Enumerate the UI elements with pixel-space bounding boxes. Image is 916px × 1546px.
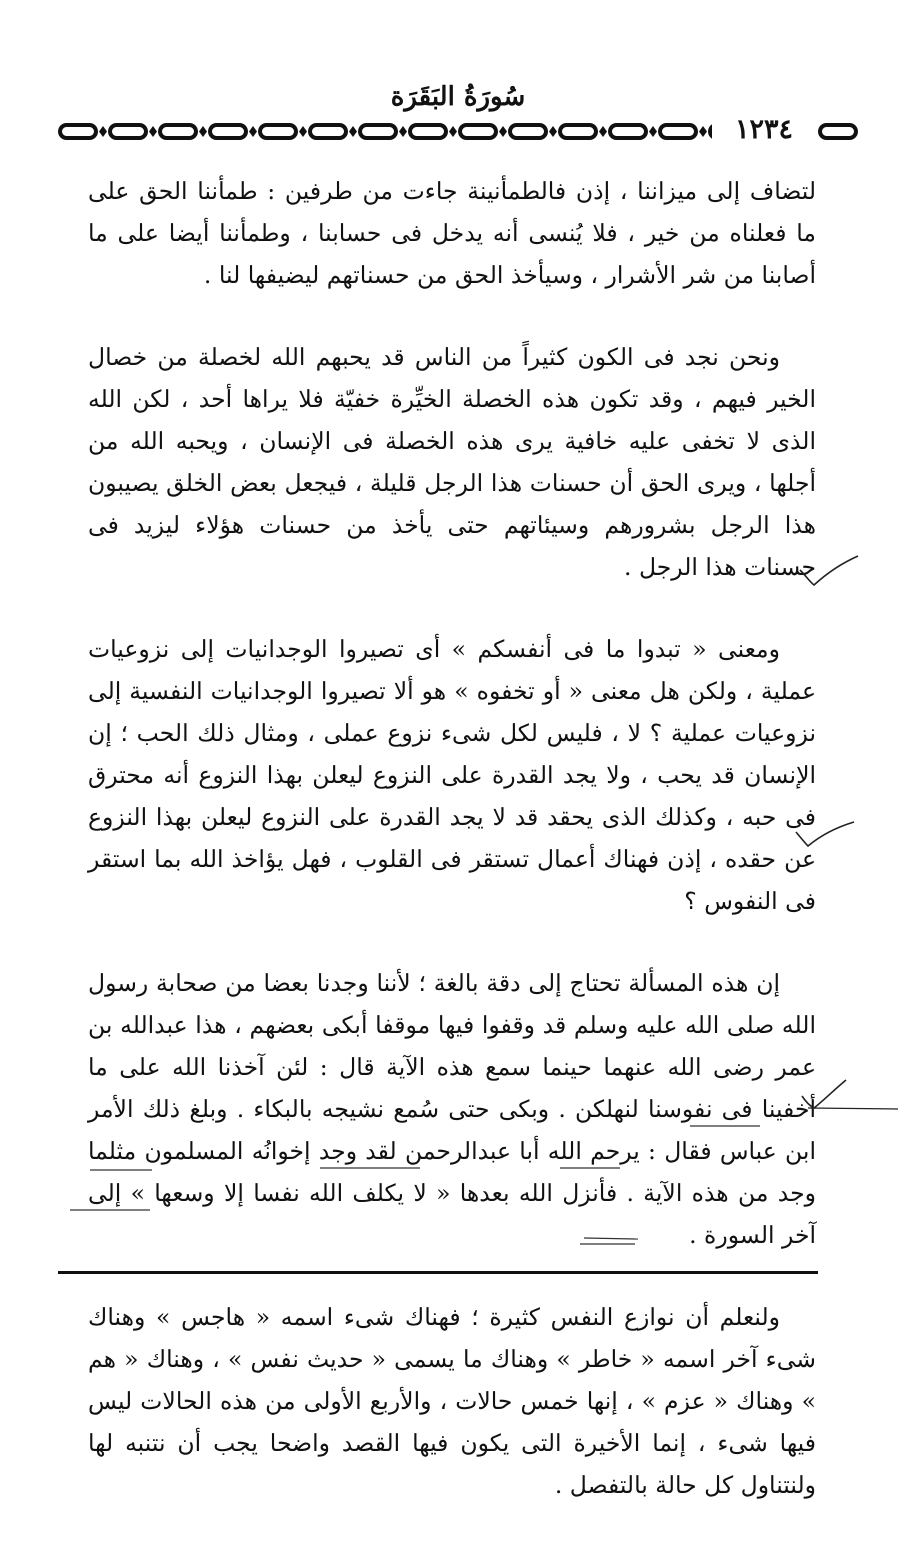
bottom-rule — [58, 1271, 818, 1274]
paragraph-2: ونحن نجد فى الكون كثيراً من الناس قد يحبهم الله لخصلة من خصال الخير فيهم ، وقد تكون هذه الخصلة الخيِّرة خفيّة فلا يراها أحد ، لكن الله الذى لا تخفى عليه خافية يرى هذه الخصلة فى الإنسان ، ويحبه الله من أجلها ، ويرى الحق أن حسنات هذا الرجل قليلة ، فيجعل بعض الخلق يصيبون هذا الرجل بشرورهم وسيئاتهم حتى يأخذ من حسنات هؤلاء ليزيد فى حسنات هذا الرجل . — [88, 343, 816, 581]
paragraph-4: إن هذه المسألة تحتاج إلى دقة بالغة ؛ لأننا وجدنا بعضا من صحابة رسول الله صلى الله عليه وسلم قد وقفوا فيها موقفا أبكى بعضهم ، هذا عبدالله بن عمر رضى الله عنهما حينما سمع هذه الآية قال : لئن آخذنا الله على ما أخفينا فى نفوسنا لنهلكن . وبكى حتى سُمع نشيجه بالبكاء . وبلغ ذلك الأمر ابن عباس فقال : يرحم الله أبا عبدالرحمن لقد وجد إخوانُه المسلمون مثلما وجد من هذه الآية . فأنزل الله بعدها « لا يكلف الله نفسا إلا وسعها » إلى آخر السورة . — [88, 969, 816, 1249]
paragraph-1: لتضاف إلى ميزاننا ، إذن فالطمأنينة جاءت من طرفين : طمأننا الحق على ما فعلناه من خير ، فلا يُنسى أنه يدخل فى حسابنا ، وطمأننا أيضا على ما أصابنا من شر الأشرار ، وسيأخذ الحق من حسناتهم ليضيفها لنا . — [88, 177, 816, 289]
surah-title: سُورَةُ البَقَرَة — [390, 82, 526, 112]
pen-checkmark-3 — [798, 1074, 902, 1114]
pen-underline-marks — [60, 1118, 760, 1248]
page-number: ١٢٣٤ — [712, 115, 816, 145]
pen-checkmark-1 — [796, 552, 862, 592]
pen-checkmark-2 — [792, 812, 858, 852]
body-text — [88, 170, 816, 1546]
paragraph-5: ولنعلم أن نوازع النفس كثيرة ؛ فهناك شىء اسمه « هاجس » وهناك شىء آخر اسمه « خاطر » وهناك ما يسمى « حديث نفس » ، وهناك « هم » وهناك « عزم » ، إنها خمس حالات ، والأربع الأولى من هذه الحالات ليس فيها شىء ، إنما الأخيرة التى يكون فيها القصد واضحا يجب أن نتنبه لها ولنتناول كل حالة بالتفصل . — [88, 1303, 816, 1499]
paragraph-3: ومعنى « تبدوا ما فى أنفسكم » أى تصيروا الوجدانيات إلى نزوعيات عملية ، ولكن هل معنى « أو تخفوه » هو ألا تصيروا الوجدانيات النفسية إلى نزوعيات عملية ؟ لا ، فليس لكل شىء نزوع عملى ، ومثال ذلك الحب ؛ إن الإنسان قد يحب ، ولا يجد القدرة على النزوع ليعلن بهذا النزوع أنه محترق فى حبه ، وكذلك الذى يحقد قد لا يجد القدرة على النزوع ليعلن بهذا النزوع عن حقده ، إذن فهناك أعمال تستقر فى القلوب ، فهل يؤاخذ الله بما استقر فى النفوس ؟ — [88, 635, 816, 915]
